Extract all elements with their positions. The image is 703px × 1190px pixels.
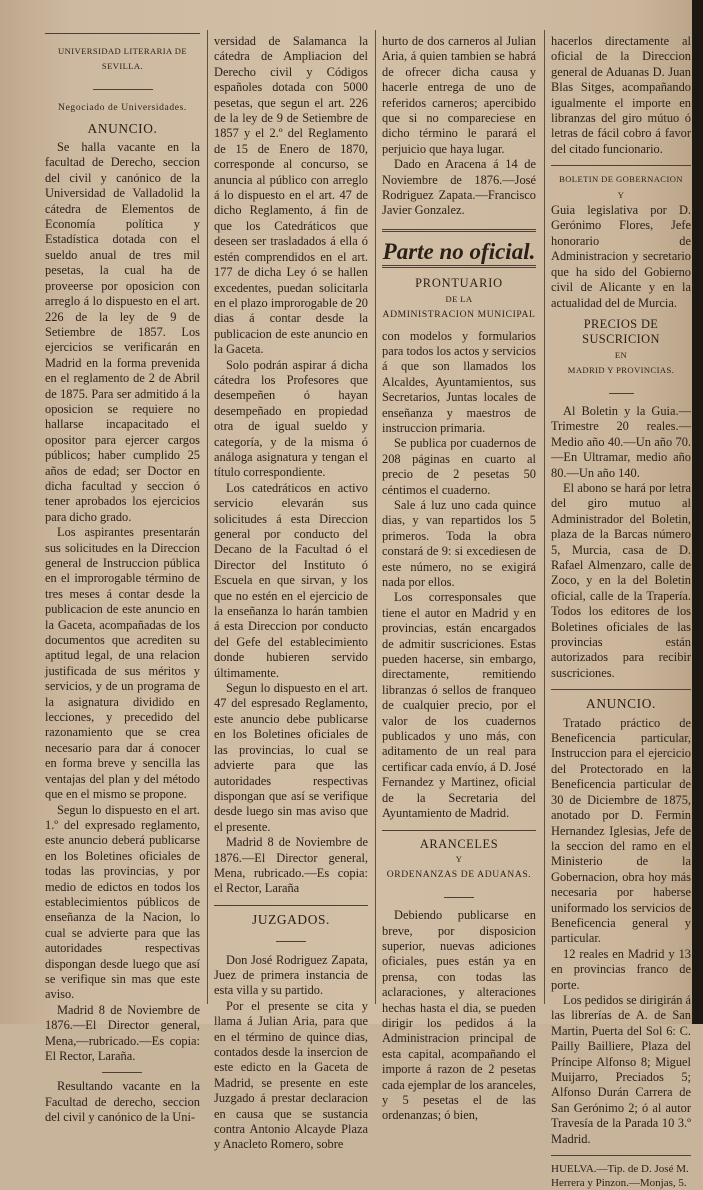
- divider: [551, 689, 691, 690]
- divider: [551, 165, 691, 166]
- notice-paragraph: Debiendo publicarse en breve, por disposicion superior, nuevas adiciones oficiales, pues están ya en prensa, con todas las aclaraciones, y alteraciones hechas hasta el dia, se pueden dirigir los pedidos á la Administracion principal de esta capital, acompañando el importe á razon de 2 pesetas cada ejemplar de los aranceles, y 5 pesetas el de las ordenanzas; ó bien,: [382, 908, 536, 1123]
- section-label: Negociado de Universidades.: [58, 102, 187, 114]
- column-rule: [544, 30, 545, 1004]
- price-paragraph: Al Boletin y la Guia.—Trimestre 20 reales.—Medio año 40.—Un año 70.—En Ultramar, medio año 80.—Un año 140.: [551, 403, 691, 480]
- separator: [214, 931, 368, 946]
- double-rule: [382, 265, 536, 268]
- double-rule: [382, 229, 536, 232]
- boletin-y: Y: [617, 189, 625, 200]
- boletin-heading: BOLETIN DE GOBERNACION: [559, 174, 683, 185]
- notice-paragraph: 12 reales en Madrid y 13 en provincias franco de porte.: [551, 946, 691, 992]
- parte-no-oficial-heading: Parte no oficial.: [382, 238, 536, 264]
- anuncio-heading: ANUNCIO.: [586, 696, 656, 712]
- notice-paragraph: Segun lo dispuesto en el art. 1.º del expresado reglamento, este anuncio deberá publicarse en los Boletines oficiales de todas las provincias, y por medio de edictos en todos los establecimientos públicos de enseñanza de la Nacion, lo cual se advierte para que las autoridades respectivas dispongan desde luego que así se verifique sin mas que este aviso.: [45, 802, 200, 1002]
- notice-paragraph: hacerlos directamente al oficial de la Direccion general de Aduanas D. Juan Blas Sitges, acompañando igualmente el importe en libranzas del giro mútuo ó letras de fácil cobro á favor del citado funcionario.: [551, 34, 691, 156]
- notice-paragraph: con modelos y formularios para todos los actos y servicios á que son llamados los Alcaldes, Ayuntamientos, sus Secretarios, Juntas locales de enseñanza y maestros de instruccion primaria.: [382, 328, 536, 435]
- notice-paragraph: Sale á luz uno cada quince dias, y van repartidos los 5 primeros. Toda la obra constará de 9: si excediesen de este número, no se exigirá nada por ellos.: [382, 497, 536, 589]
- separator: [382, 887, 536, 902]
- prontuario-de-la: DE LA: [445, 293, 473, 304]
- column-3: [382, 34, 536, 1123]
- column-1: [45, 34, 200, 1125]
- notice-signature: Madrid 8 de Noviembre de 1876.—El Director general, Mena,—rubricado.—Es copia: El Rector, Laraña.: [45, 1002, 200, 1063]
- notice-paragraph: Los corresponsales que tiene el autor en Madrid y en provincias, están encargados de admitir suscriciones. Estas pueden hacerse, sin embargo, directamente, remitiendo libranzas ó sellos de franqueo de cualquier precio, por el valor de los cuadernos publicados y uno más, con aditamento de un real para certificar cada envío, á D. José Fernandez y Martinez, oficial de la Secretaria del Ayuntamiento de Madrid.: [382, 590, 536, 821]
- divider: [382, 830, 536, 831]
- notice-paragraph: versidad de Salamanca la cátedra de Ampliacion del Derecho civil y Códigos españoles dotada con 5000 pesetas, que segun el art. 226 de la ley de 9 de Setiembre de 1857 y el 2.º del Reglamento de 15 de Enero de 1870, corresponde al concurso, se anuncia al público con arreglo á lo dispuesto en el art. 47 de dicho Reglamento, á fin de que los Catedráticos que deseen ser trasladados á ella ó estén comprendidos en el art. 177 de dicha Ley ó se hallen excedentes, puedan solicitarla en el plazo improrogable de 20 dias á contar desde la publicacion de este anuncio en la Gaceta.: [214, 34, 368, 357]
- separator: [551, 383, 691, 398]
- binding-edge: [692, 0, 703, 1024]
- notice-signature: Dado en Aracena á 14 de Noviembre de 1876.—José Rodriguez Zapata.—Francisco Javier Gonzalez.: [382, 157, 536, 218]
- notice-paragraph: Los aspirantes presentarán sus solicitudes en la Direccion general de Instruccion pública en el improrogable término de tres meses á contar desde la publicacion de este anuncio en la Gaceta, acompañadas de los documentos que acrediten su aptitud legal, de una relacion justificada de sus méritos y servicios, y de un programa de la asignatura dividido en lecciones, y precedido del razonamiento que se crea necesario para dar á conocer en forma breve y sencilla las ventajas del plan y del método que en el mismo se propone.: [45, 525, 200, 802]
- notice-paragraph: El abono se hará por letra del giro mutuo al Administrador del Boletin, plaza de la Barcas número 5, Murcia, casa de D. Rafael Almenzaro, calle de Zoco, y en la del Boletin oficial, calle de la Trapería. Todos los editores de los Boletines oficiales de las provincias están autorizados para recibir suscriciones.: [551, 480, 691, 680]
- notice-paragraph: Se publica por cuadernos de 208 páginas en cuarto al precio de 2 pesetas 50 céntimos el cuaderno.: [382, 436, 536, 497]
- column-rule: [375, 30, 376, 1004]
- column-rule: [207, 30, 208, 1004]
- notice-paragraph: Solo podrán aspirar á dicha cátedra los Profesores que desempeñen ó hayan desempeñado en propiedad otra de igual sueldo y categoría, y de la misma ó análoga asignatura y tengan el título correspondiente.: [214, 357, 368, 480]
- precios-subtitle: MADRID Y PROVINCIAS.: [567, 365, 675, 376]
- notice-signature: Madrid 8 de Noviembre de 1876.—El Director general, Mena, rubricado.—Es copia: el Rector, Laraña: [214, 835, 368, 896]
- notice-paragraph: Segun lo dispuesto en el art. 47 del espresado Reglamento, este anuncio debe publicarse en los Boletines oficiales de las provincias, lo cual se advierte para que las autoridades respectivas dispongan que así se verifique desde luego sin mas aviso que el presente.: [214, 681, 368, 834]
- divider: [551, 1155, 691, 1156]
- prontuario-subtitle: ADMINISTRACION MUNICIPAL: [382, 309, 536, 321]
- edict-header: Don José Rodriguez Zapata, Juez de primera instancia de esta villa y su partido.: [214, 952, 368, 998]
- notice-paragraph: Se halla vacante en la facultad de Derecho, seccion del civil y canónico de la Universidad de Valladolid la cátedra de Elementos de Economía política y Estadística dotada con el sueldo anual de tres mil pesetas, la cual ha de proveerse por oposicion con arreglo á lo dispuesto en el art. 226 de la ley de 9 de Setiembre de 1857. Los ejercicios se verificarán en Madrid en la forma prevenida en el reglamento de 2 de Abril de 1875. Para ser admitido á la oposicion se requiere no hallarse incapacitado el opositor para ejercer cargos públicos; haber cumplido 25 años de edad; ser Doctor en dicha facultad y seccion ó tener aprobados los ejercicios para dicho grado.: [45, 140, 200, 524]
- divider: [102, 1072, 142, 1073]
- aranceles-y: Y: [455, 853, 463, 864]
- aranceles-heading: ARANCELES: [419, 836, 499, 851]
- notice-paragraph: hurto de dos carneros al Julian Aria, á quien tambien se habrá de ofrecer dicha causa y hacerle entrega de uno de referidos carneros; apercibido que si no compareciese en dicho término le parará el perjuicio que haya lugar.: [382, 34, 536, 156]
- notice-paragraph: Guia legislativa por D. Gerónimo Flores, Jefe honorario de Administracion y secretario que ha sido del Gobierno civil de Alicante y en la actualidad del de Murcia.: [551, 203, 691, 310]
- column-2: [214, 34, 368, 1152]
- separator: [45, 79, 200, 94]
- university-heading: UNIVERSIDAD LITERARIA DE SEVILLA.: [58, 46, 187, 72]
- notice-paragraph: Los catedráticos en activo servicio elevarán sus solicitudes á esta Direccion general por conducto del Decano de la Facultad ó el Director del Instituto ó Escuela en que sirvan, y los que no estén en el ejercicio de la enseñanza lo harán tambien á esta Direccion por conducto del Gefe del establecimiento donde hubieren servido últimamente.: [214, 480, 368, 680]
- precios-heading: PRECIOS DE SUSCRICION: [582, 316, 660, 347]
- precios-en: EN: [614, 349, 628, 360]
- notice-paragraph: Tratado práctico de Beneficencia particular, Instruccion para el ejercicio del Protectorado en la Beneficencia particular de 30 de Diciembre de 1875, anotado por D. Fermin Hernandez Iglesias, Jefe de la seccion del ramo en el Ministerio de la Gobernacion, obra hoy más necesaria por haberse uniformado los servicios de Beneficencia general y particular.: [551, 715, 691, 946]
- notice-paragraph: Los pedidos se dirigirán á las librerías de A. de San Martin, Puerta del Sol 6: C. Pailly Bailliere, Plaza del Príncipe Alfonso 8; Miguel Muijarro, Preciados 5; Alfonso Durán Carrera de San Gerónimo 2; ó al autor Travesía de la Parada 10 3.º Madrid.: [551, 992, 692, 1146]
- column-4: [551, 34, 692, 1190]
- anuncio-heading: ANUNCIO.: [87, 120, 158, 136]
- prontuario-heading: PRONTUARIO: [415, 276, 503, 291]
- divider: [214, 905, 368, 906]
- juzgados-heading: JUZGADOS.: [252, 911, 330, 927]
- imprint: HUELVA.—Tip. de D. José M. Herrera y Pinzon.—Monjas, 5.: [551, 1163, 689, 1190]
- notice-paragraph: Resultando vacante en la Facultad de derecho, seccion del civil y canónico de la Uni-: [45, 1079, 200, 1125]
- ordenanzas-heading: ORDENANZAS DE ADUANAS.: [386, 869, 532, 881]
- notice-paragraph: Por el presente se cita y llama á Julian Aria, para que en el término de quince dias, contados desde la insercion de este edicto en la Gaceta de Madrid, se presente en este Juzgado á prestar declaracion en causa que se sustancia contra Antonio Alcayde Plaza y Anacleto Romero, sobre: [214, 998, 368, 1152]
